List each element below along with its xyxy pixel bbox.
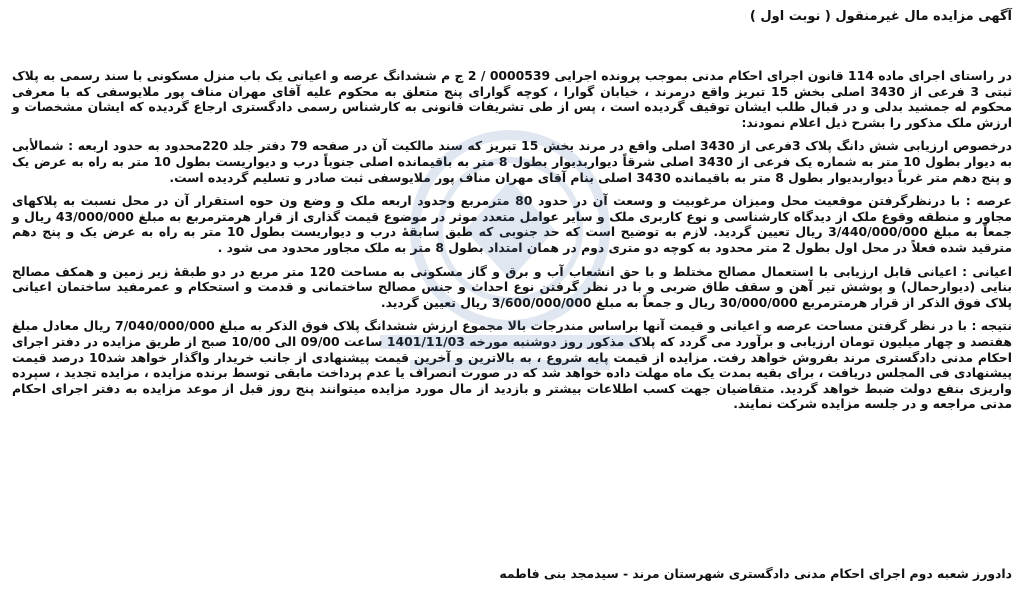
notice-signature: دادورز شعبه دوم اجرای احکام مدنی دادگستری شهرستان مرند - سیدمجد بنی فاطمه: [499, 566, 1012, 581]
paragraph-result: نتیجه : با در نظر گرفتن مساحت عرصه و اعیانی و قیمت آنها براساس مندرجات بالا مجموع ارزش ششدانگ پلاک فوق الذکر به مبلغ 7/040/000/000 ریال معادل مبلغ هفتصد و چهار میلیون تومان ارزیابی و برآورد می گردد که پلاک مذکور روز دوشنبه مورخه 1401/11/03 ساعت 09/00 الی 10/00 صبح از طریق مزایده در دفتر اجرای احکام مدنی دادگستری مرند بفروش خواهد رفت. مزایده از قیمت پایه شروع ، به بالاترین و آخرین قیمت پیشنهادی از جانب خریدار واگذار خواهد شد10 درصد قیمت پیشنهادی فی المجلس دریافت ، برای بقیه بمدت یک ماه مهلت داده خواهد شد که در صورت انصراف یا عدم پرداخت مابقی توسط برنده مزایده ، مزایده تجدید ، سپرده واریزی بنفع دولت ضبط خواهد گردید. متقاضیان جهت کسب اطلاعات بیشتر و بازدید از مال مورد مزایده میتوانند پنج روز قبل از موعد مزایده به دفتر اجرای احکام مدنی مراجعه و در جلسه مزایده شرکت نمایند.: [12, 318, 1013, 412]
paragraph-boundaries: درخصوص ارزیابی شش دانگ پلاک 3فرعی از 3430 اصلی واقع در مرند بخش 15 تبریز که سند مالکیت آن در صفحه 79 دفتر جلد 220محدود به حدود اربعه : شمالأبی به دیوار بطول 10 متر به شماره یک فرعی از 3430 اصلی شرقاً دیواربدیوار بطول 8 متر به باقیمانده اصلی جنوباً درب و دیواریست بطول 10 متر به راه به عرض یک و پنج دهم متر غرباً دیواربدیوار بطول 8 متر به باقیمانده 3430 اصلی بنام آقای مهران مناف پور ملایوسفی ثبت صادر و تسلیم گردیده است.: [12, 138, 1013, 185]
paragraph-building: اعیانی : اعیانی قابل ارزیابی با استعمال مصالح مختلط و با حق انشعاب آب و برق و گاز مسکونی به مساحت 120 متر مربع در دو طبقهٔ زیر زمین و همکف مصالح بنایی (دیوارحمال) و پوشش تیر آهن و سقف طاق ضربی و با در نظر گرفتن نوع احداث و جنس مصالح ساختمانی و قدمت و استحکام و عمرمفید ساختمان اعیانی پلاک فوق الذکر از قرار هرمترمربع 30/000/000 ریال و جمعاً به مبلغ 3/600/000/000 ریال تعیین گردید.: [12, 263, 1013, 310]
notice-title: آگهی مزایده مال غیرمنقول ( نوبت اول ): [749, 9, 1012, 24]
paragraph-land: عرصه : با درنظرگرفتن موقعیت محل ومیزان مرغوبیت و وسعت آن در حدود 80 مترمربع وحدود اربعه ملک و وضع ون حوه استقرار آن در محل نسبت به پلاکهای مجاور و منطقه وقوع ملک از دیدگاه کارشناسی و نوع کاربری ملک و سایر عوامل متعدد موثر در موضوع قیمت گذاری از قرار هرمترمربع به مبلغ 43/000/000 ریال و جمعاً به مبلغ 3/440/000/000 ریال تعیین گردید. لازم به توضیح است که حد جنوبی که طبق سابقهٔ درب و دیواریست بطول 10 متر به راه به عرض یک و پنج دهم مترقید شده فعلاً در محل اول بطول 2 متر محدود به کوچه دو متری دوم در همان امتداد بطول 8 متر به ملک مجاور محدود می شود .: [12, 193, 1013, 255]
paragraph-intro: در راستای اجرای ماده 114 قانون اجرای احکام مدنی بموجب پرونده اجرایی 0000539 / 2 ج م ششدانگ عرصه و اعیانی یک باب منزل مسکونی با سند رسمی به پلاک ثبتی 3 فرعی از 3430 اصلی بخش 15 تبریز واقع درمرند ، خیابان گوارا ، کوچه گوارای پنج متعلق به محکوم علیه آقای مهران مناف پور ملایوسفی که با معرفی محکوم له جمشید بدلی و در قبال طلب ایشان توقیف گردیده است ، پس از طی تشریفات قانونی به کارشناس رسمی دادگستری ارجاع گردیده که ایشان مشخصات و ارزش ملک مذکور را بشرح ذیل اعلام نمودند:: [12, 68, 1012, 130]
